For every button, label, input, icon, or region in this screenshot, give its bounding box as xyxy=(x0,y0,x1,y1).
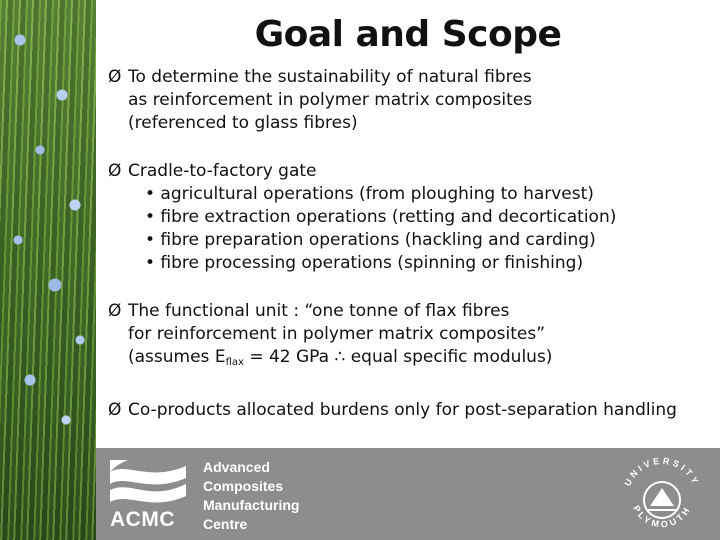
bullet-line: Co-products allocated burdens only for post-separation handling xyxy=(128,400,677,420)
bullet-line: Cradle-to-factory gate xyxy=(128,161,317,181)
centre-name xyxy=(203,458,299,534)
sub-bullet: • fibre extraction operations (retting and decortication) xyxy=(145,207,617,227)
bullet-line: To determine the sustainability of natural fibres xyxy=(128,67,532,87)
sub-bullet: • agricultural operations (from ploughing to harvest) xyxy=(145,184,594,204)
bullet-goal xyxy=(108,66,713,135)
centre-name-line: Manufacturing xyxy=(203,497,300,513)
bullet-scope xyxy=(108,160,713,275)
bullet-line: (referenced to glass fibres) xyxy=(128,113,358,133)
arrow-bullet-icon: Ø xyxy=(108,400,122,420)
bullet-co-products xyxy=(108,399,713,422)
svg-text:UNIVERSITY: UNIVERSITY xyxy=(622,455,702,488)
sub-bullet: • fibre processing operations (spinning or finishing) xyxy=(145,253,584,273)
bullet-line: as reinforcement in polymer matrix composites xyxy=(128,90,533,110)
slide-title: Goal and Scope xyxy=(254,14,562,55)
svg-text:PLYMOUTH: PLYMOUTH xyxy=(631,503,693,530)
formula-prefix: (assumes E xyxy=(128,347,226,367)
formula-suffix: = 42 GPa ∴ equal specific modulus) xyxy=(243,347,553,367)
flax-field-photo xyxy=(0,0,96,540)
footer-band xyxy=(96,448,720,540)
centre-name-line: Advanced xyxy=(203,459,270,475)
arrow-bullet-icon: Ø xyxy=(108,301,122,321)
centre-name-line: Centre xyxy=(203,516,248,532)
formula-subscript: flax xyxy=(225,357,244,368)
bullet-line: The functional unit : “one tonne of flax fibres xyxy=(128,301,510,321)
centre-name-line: Composites xyxy=(203,478,284,494)
acmc-logo-text: ACMC xyxy=(110,508,175,531)
university-seal-icon xyxy=(612,450,712,540)
formula-line xyxy=(128,346,713,374)
arrow-bullet-icon: Ø xyxy=(108,161,122,181)
bullet-functional-unit xyxy=(108,300,713,374)
bullet-line: for reinforcement in polymer matrix composites” xyxy=(128,324,545,344)
sub-bullet: • fibre preparation operations (hackling and carding) xyxy=(145,230,596,250)
arrow-bullet-icon: Ø xyxy=(108,67,122,87)
slide-content xyxy=(108,66,713,422)
